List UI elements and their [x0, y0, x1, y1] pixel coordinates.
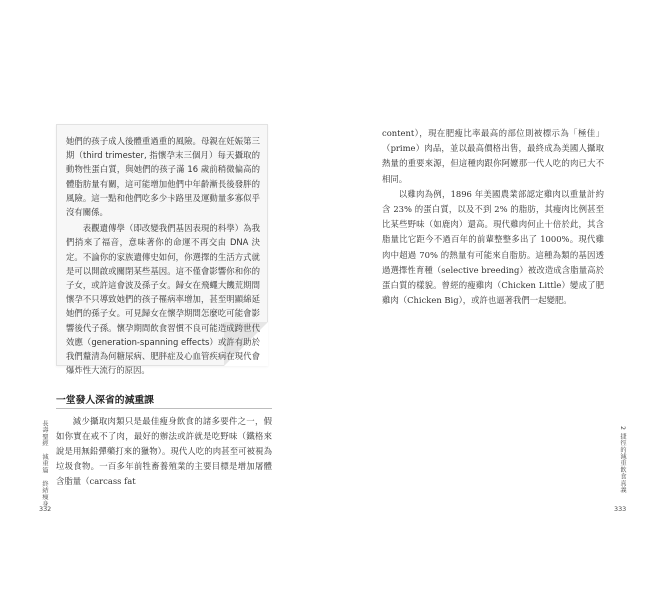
sidebar-note-text	[66, 134, 260, 379]
heading-divider	[56, 408, 272, 409]
left-body-paragraph: 減少攝取肉類只是最佳瘦身飲食的諸多要件之一，假如你實在戒不了肉，最好的辦法或許就是吃野味（鐵格來說是用無鉛彈藥打來的獵物）。現代人吃的肉甚至可被視為垃圾食物。一百多年前牲畜養殖業的主要目標是增加屠體含脂量（carcass fat	[56, 416, 272, 486]
left-page-number: 332	[39, 505, 52, 513]
note-paragraph-2: 表觀遺傳學（即改變我們基因表現的科學）為我們捎來了福音，意味著你的命運不再交由 DNA 決定。不論你的家族遺傳史如何，你選擇的生活方式就是可以開啟或關閉某些基因。這不僅會影響你和你的子女，或許這會波及孫子女。歸女在飛蠅大饑荒期間懷孕不只導致她們的孩子罹病率增加，甚至明顯綿延她們的孫子女。可見歸女在懷孕期間怎麼吃可能會影響後代子孫。懷孕期間飲食習慣不良可能造成跨世代效應（generation-spanning effects）或許有助於我們釐清為何糖尿病、肥胖症及心血管疾病在現代會爆炸性大流行的原因。	[66, 223, 260, 376]
left-page-body	[56, 414, 272, 489]
section-heading: 一堂發人深省的減重課	[56, 395, 154, 406]
note-paragraph-1: 她們的孩子成人後體重過重的風險。母親在妊娠第三期（third trimester, 指懷孕末三個月）每天攝取的動物性蛋白質，與她們的孩子滿 16 歲前稍微偏高的體脂肪量有關，這可能增加他們中年齡漸長後發胖的風險。這一點和他們吃多少卡路里及運動量多寡似乎沒有關係。	[66, 136, 260, 218]
right-body-paragraph-1: content），現在肥瘦比率最高的部位則被標示為「極佳」（prime）肉品，並以最高價格出售，最終成為美國人攝取熱量的重要來源，但這種肉跟你阿嬤那一代人吃的肉已大不相同。	[382, 128, 604, 184]
left-running-head: 長壽聖經 減重篇 終結瘦身	[41, 420, 48, 508]
right-body-paragraph-2: 以雞肉為例，1896 年美國農業部認定雞肉以重量計約含 23% 的蛋白質，以及不到 2% 的脂肪，其瘦肉比例甚至比某些野味（如鹿肉）還高。現代雞肉何止十倍於此，其含脂量比它距今不過百年的前輩整整多出了 1000%。現代雞肉中超過 70% 的熱量有可能來自脂肪。這種為類的基因透過選擇性育種（selective breeding）被改造成含脂量高於蛋白質的樣貌。曾經的瘦雞肉（Chicken Little）變成了肥雞肉（Chicken Big），或許也逼著我們一起變肥。	[382, 188, 604, 306]
right-page-number: 333	[614, 505, 627, 513]
right-page-body	[382, 126, 604, 308]
right-running-head: 2 捷徑的減重飲食真義	[619, 426, 626, 494]
